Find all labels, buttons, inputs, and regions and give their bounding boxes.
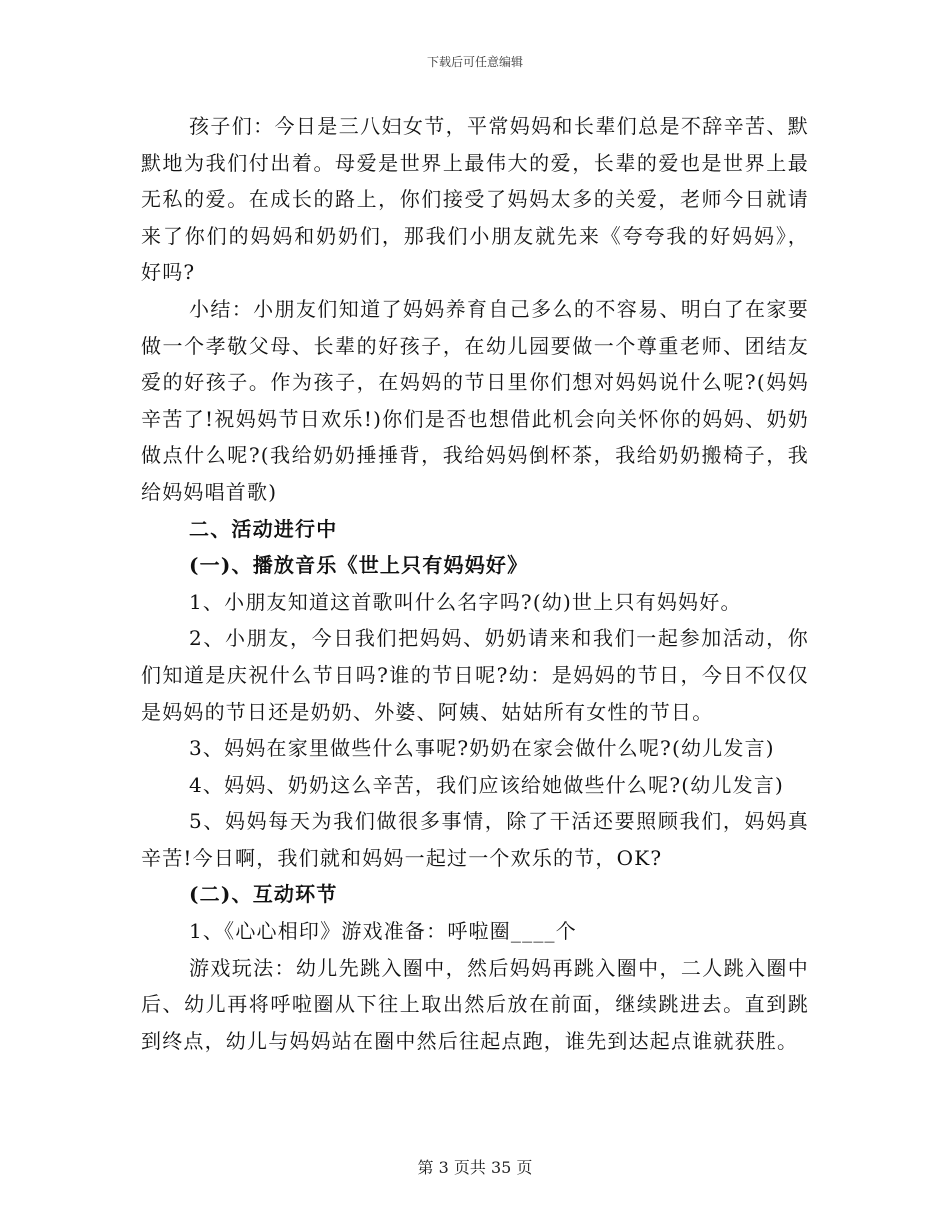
- page-header: 下载后可任意编辑: [426, 55, 523, 69]
- list-item-3: 3、妈妈在家里做些什么事呢?奶奶在家会做什么呢?(幼儿发言): [189, 736, 775, 761]
- paragraph-intro: 孩子们：今日是三八妇女节，平常妈妈和长辈们总是不辞辛苦、默默地为我们付出着。母爱是世界上最伟大的爱，长辈的爱也是世界上最无私的爱。在成长的路上，你们接受了妈妈太多的关爱，老师今日就请来了你们的妈妈和奶奶们，那我们小朋友就先来《夸夸我的好妈妈》，好吗?: [141, 114, 809, 285]
- paragraph-summary: 小结：小朋友们知道了妈妈养育自己多么的不容易、明白了在家要做一个孝敬父母、长辈的好孩子，在幼儿园要做一个尊重老师、团结友爱的好孩子。作为孩子，在妈妈的节日里你们想对妈妈说什么呢?(妈妈辛苦了!祝妈妈节日欢乐!)你们是否也想借此机会向关怀你的妈妈、奶奶做点什么呢?(我给奶奶捶捶背，我给妈妈倒杯茶，我给奶奶搬椅子，我给妈妈唱首歌): [141, 296, 809, 504]
- list-item-5: 5、妈妈每天为我们做很多事情，除了干活还要照顾我们，妈妈真辛苦!今日啊，我们就和妈妈一起过一个欢乐的节，OK?: [141, 809, 809, 870]
- subsection-heading-music: (一)、播放音乐《世上只有妈妈好》: [189, 553, 529, 578]
- subsection-heading-interaction: (二)、互动环节: [189, 882, 338, 907]
- section-heading-activity: 二、活动进行中: [189, 516, 338, 541]
- list-item-1: 1、小朋友知道这首歌叫什么名字吗?(幼)世上只有妈妈好。: [189, 589, 742, 614]
- game-preparation: 1、《心心相印》游戏准备：呼啦圈____个: [189, 919, 577, 944]
- page-footer: 第 3 页共 35 页: [417, 1158, 533, 1177]
- document-body: [141, 108, 809, 1059]
- list-item-2: 2、小朋友，今日我们把妈妈、奶奶请来和我们一起参加活动，你们知道是庆祝什么节日吗?谁的节日呢?幼：是妈妈的节日，今日不仅仅是妈妈的节日还是奶奶、外婆、阿姨、姑姑所有女性的节日。: [141, 626, 809, 724]
- game-rules: 游戏玩法：幼儿先跳入圈中，然后妈妈再跳入圈中，二人跳入圈中后、幼儿再将呼啦圈从下往上取出然后放在前面，继续跳进去。直到跳到终点，幼儿与妈妈站在圈中然后往起点跑，谁先到达起点谁就获胜。: [141, 955, 809, 1053]
- list-item-4: 4、妈妈、奶奶这么辛苦，我们应该给她做些什么呢?(幼儿发言): [189, 772, 785, 797]
